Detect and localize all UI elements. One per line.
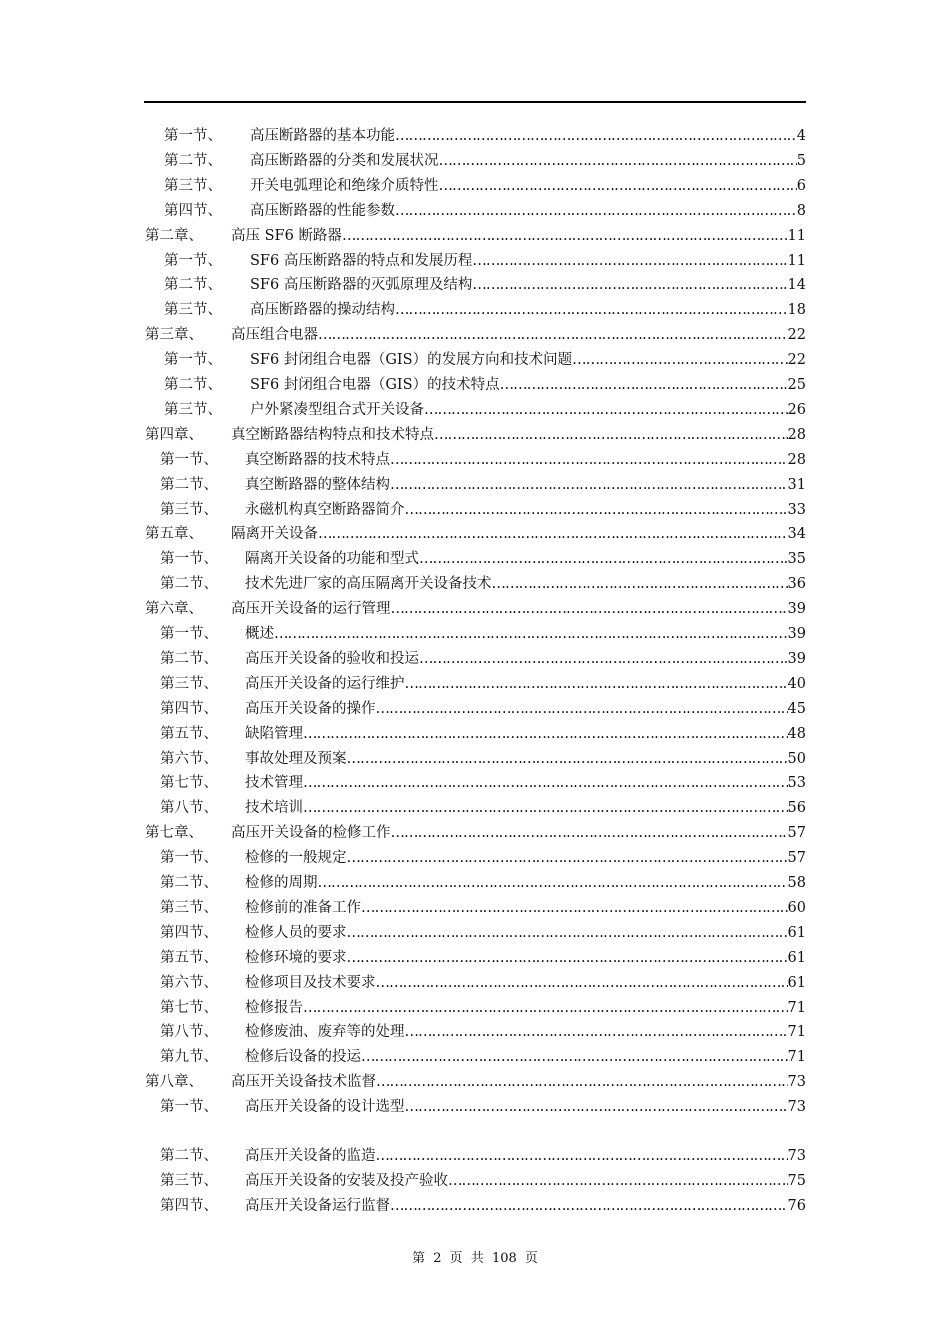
toc-page-number: 28 — [787, 451, 806, 468]
toc-number: 第八节、 — [160, 800, 218, 817]
toc-section-row[interactable] — [164, 273, 806, 298]
toc-number: 第六章、 — [145, 601, 203, 618]
toc-number: 第一节、 — [164, 252, 222, 269]
toc-chapter-row[interactable] — [145, 1070, 806, 1095]
toc-leader-dots — [448, 1169, 788, 1194]
toc-number: 第二节、 — [160, 650, 218, 667]
toc-page-number: 22 — [787, 327, 806, 344]
toc-section-row[interactable] — [164, 249, 806, 274]
toc-page-number: 14 — [787, 277, 806, 294]
toc-number: 第三节、 — [160, 1172, 218, 1189]
toc-page-number: 34 — [787, 526, 806, 543]
toc-section-row[interactable] — [160, 921, 806, 946]
toc-leader-dots — [472, 273, 787, 298]
toc-leader-dots — [376, 697, 788, 722]
toc-title: 检修后设备的投运 — [245, 1049, 361, 1066]
toc-leader-dots — [391, 597, 788, 622]
toc-number: 第八节、 — [160, 1024, 218, 1041]
toc-section-row[interactable] — [160, 473, 806, 498]
toc-title: 高压开关设备的操作 — [245, 700, 376, 717]
toc-title: 高压断路器的性能参数 — [250, 202, 395, 219]
toc-page-number: 35 — [787, 551, 806, 568]
toc-leader-dots — [318, 871, 788, 896]
toc-page-number: 71 — [787, 999, 806, 1016]
toc-number: 第三节、 — [164, 401, 222, 418]
toc-section-row[interactable] — [160, 697, 806, 722]
toc-leader-dots — [376, 1144, 788, 1169]
toc-title: 概述 — [245, 626, 274, 642]
toc-page-number: 8 — [796, 202, 806, 219]
toc-section-row[interactable] — [164, 398, 806, 423]
toc-number: 第四节、 — [164, 202, 222, 219]
toc-page-number: 28 — [787, 426, 806, 443]
toc-page-number: 60 — [787, 899, 806, 916]
toc-title: 开关电弧理论和绝缘介质特性 — [250, 177, 439, 194]
toc-number: 第一节、 — [160, 1099, 218, 1116]
toc-title: 事故处理及预案 — [245, 750, 347, 767]
toc-number: 第三章、 — [145, 327, 203, 344]
toc-page-number: 45 — [787, 700, 806, 717]
toc-leader-dots — [376, 1070, 788, 1095]
toc-title: 检修的一般规定 — [245, 850, 347, 867]
toc-chapter-row[interactable] — [145, 323, 806, 348]
header-rule — [144, 101, 806, 103]
toc-title: 高压开关设备技术监督 — [231, 1074, 376, 1091]
toc-section-row[interactable] — [160, 498, 806, 523]
toc-leader-dots — [472, 249, 787, 274]
toc-page-number: 61 — [787, 949, 806, 966]
toc-number: 第三节、 — [164, 302, 222, 319]
toc-page-number: 22 — [787, 352, 806, 369]
toc-page-number: 39 — [787, 626, 806, 642]
toc-section-row[interactable] — [160, 647, 806, 672]
toc-title: 检修项目及技术要求 — [245, 974, 376, 991]
toc-title: 高压开关设备的验收和投运 — [245, 650, 419, 667]
toc-title: 高压开关设备的监造 — [245, 1148, 376, 1164]
toc-page-number: 36 — [787, 576, 806, 593]
toc-section-row[interactable] — [160, 1169, 806, 1194]
toc-title: 户外紧凑型组合式开关设备 — [250, 401, 424, 418]
toc-page-number: 6 — [796, 177, 806, 194]
toc-leader-dots — [424, 398, 788, 423]
toc-page-number: 73 — [787, 1148, 806, 1164]
toc-section-row[interactable] — [164, 174, 806, 199]
page-footer — [0, 1247, 950, 1266]
toc-leader-dots — [439, 174, 797, 199]
toc-title: 技术先进厂家的高压隔离开关设备技术 — [245, 576, 492, 593]
toc-section-row[interactable] — [164, 124, 806, 149]
toc-number: 第五节、 — [160, 949, 218, 966]
toc-page-number: 31 — [787, 476, 806, 493]
toc-page-number: 40 — [787, 675, 806, 692]
toc-page-number: 61 — [787, 924, 806, 941]
toc-page-number: 5 — [796, 152, 806, 169]
toc-chapter-row[interactable] — [145, 597, 806, 622]
toc-section-row[interactable] — [160, 1144, 806, 1169]
toc-chapter-row[interactable] — [145, 522, 806, 547]
toc-leader-dots — [405, 1020, 788, 1045]
toc-title: 缺陷管理 — [245, 725, 303, 742]
toc-page-number: 57 — [787, 850, 806, 867]
toc-section-row[interactable] — [164, 348, 806, 373]
toc-number: 第三节、 — [160, 501, 218, 518]
toc-leader-dots — [439, 149, 797, 174]
footer-mid1: 页 — [449, 1251, 463, 1266]
toc-title: 真空断路器的技术特点 — [245, 451, 390, 468]
toc-page-number: 11 — [787, 227, 806, 244]
toc-number: 第三节、 — [160, 899, 218, 916]
toc-page-number: 56 — [787, 800, 806, 817]
toc-title: 高压开关设备的运行维护 — [245, 675, 405, 692]
toc-page-number: 71 — [787, 1049, 806, 1066]
toc-page-number: 73 — [787, 1099, 806, 1116]
toc-title: 检修人员的要求 — [245, 924, 347, 941]
toc-section-row[interactable] — [160, 1194, 806, 1219]
toc-section-row[interactable] — [164, 199, 806, 224]
toc-number: 第二节、 — [164, 277, 222, 294]
toc-leader-dots — [318, 323, 788, 348]
toc-title: 检修前的准备工作 — [245, 899, 361, 916]
toc-title: 高压断路器的基本功能 — [250, 128, 395, 144]
toc-number: 第二节、 — [164, 152, 222, 169]
toc-title: 高压断路器的操动结构 — [250, 302, 395, 319]
toc-page-number: 18 — [787, 302, 806, 319]
toc-page-number: 75 — [787, 1172, 806, 1189]
toc-leader-dots — [347, 747, 788, 772]
toc-number: 第六节、 — [160, 974, 218, 991]
toc-section-row[interactable] — [164, 373, 806, 398]
toc-page-number: 25 — [787, 377, 806, 393]
toc-title: SF6 高压断路器的特点和发展历程 — [250, 252, 473, 269]
toc-number: 第二节、 — [160, 875, 218, 891]
toc-title: SF6 封闭组合电器（GIS）的发展方向和技术问题 — [250, 352, 573, 369]
toc-leader-dots — [419, 547, 788, 572]
toc-leader-dots — [361, 1045, 788, 1070]
toc-leader-dots — [395, 298, 788, 323]
toc-title: 技术培训 — [245, 800, 303, 817]
toc-leader-dots — [361, 896, 788, 921]
toc-number: 第一节、 — [164, 128, 222, 144]
toc-title: 隔离开关设备 — [231, 526, 318, 543]
toc-number: 第四节、 — [160, 700, 218, 717]
toc-leader-dots — [395, 124, 797, 149]
toc-number: 第六节、 — [160, 750, 218, 767]
toc-chapter-row[interactable] — [145, 224, 806, 249]
toc-title: 高压 SF6 断路器 — [231, 227, 342, 244]
toc-number: 第八章、 — [145, 1074, 203, 1091]
footer-prefix: 第 — [412, 1251, 426, 1266]
toc-section-row[interactable] — [160, 1095, 806, 1120]
toc-leader-dots — [303, 771, 788, 796]
toc-section-row[interactable] — [160, 448, 806, 473]
toc-title: SF6 高压断路器的灭弧原理及结构 — [250, 277, 473, 294]
toc-leader-dots — [347, 846, 788, 871]
toc-title: 永磁机构真空断路器简介 — [245, 501, 405, 518]
toc-section-row[interactable] — [160, 871, 806, 896]
toc-section-row[interactable] — [160, 722, 806, 747]
toc-section-row[interactable] — [160, 971, 806, 996]
toc-title: 高压开关设备运行监督 — [245, 1197, 390, 1214]
footer-total-pages: 108 — [491, 1251, 517, 1266]
toc-title: 隔离开关设备的功能和型式 — [245, 551, 419, 568]
toc-number: 第二节、 — [160, 1148, 218, 1164]
toc-section-row[interactable] — [160, 547, 806, 572]
toc-section-row[interactable] — [164, 298, 806, 323]
toc-page-number: 11 — [787, 252, 806, 269]
toc-title: SF6 封闭组合电器（GIS）的技术特点 — [250, 377, 500, 393]
toc-number: 第一节、 — [160, 626, 218, 642]
toc-page-number: 4 — [796, 128, 806, 144]
toc-title: 真空断路器结构特点和技术特点 — [231, 426, 434, 443]
toc-leader-dots — [347, 921, 788, 946]
toc-title: 高压开关设备的运行管理 — [231, 601, 391, 618]
toc-number: 第二节、 — [160, 576, 218, 593]
toc-number: 第一节、 — [160, 551, 218, 568]
toc-leader-dots — [347, 946, 788, 971]
toc-leader-dots — [303, 722, 788, 747]
toc-number: 第四节、 — [160, 924, 218, 941]
toc-page-number: 48 — [787, 725, 806, 742]
toc-section-row[interactable] — [160, 896, 806, 921]
toc-section-row[interactable] — [160, 1020, 806, 1045]
toc-title: 检修的周期 — [245, 875, 318, 891]
toc-title: 技术管理 — [245, 775, 303, 792]
footer-current-page: 2 — [433, 1251, 442, 1266]
toc-chapter-row[interactable] — [145, 821, 806, 846]
toc-page-number: 61 — [787, 974, 806, 991]
toc-page-number: 39 — [787, 650, 806, 667]
toc-leader-dots — [395, 199, 797, 224]
toc-leader-dots — [303, 796, 788, 821]
toc-leader-dots — [572, 348, 787, 373]
toc-number: 第七章、 — [145, 825, 203, 842]
toc-number: 第二章、 — [145, 227, 203, 244]
toc-leader-dots — [274, 622, 788, 647]
toc-number: 第三节、 — [160, 675, 218, 692]
toc-page-number: 53 — [787, 775, 806, 792]
toc-number: 第五节、 — [160, 725, 218, 742]
toc-leader-dots — [390, 448, 788, 473]
toc-number: 第七节、 — [160, 999, 218, 1016]
toc-page-number: 26 — [787, 401, 806, 418]
toc-leader-dots — [390, 473, 788, 498]
toc-chapter-row[interactable] — [145, 423, 806, 448]
toc-number: 第七节、 — [160, 775, 218, 792]
toc-number: 第三节、 — [164, 177, 222, 194]
toc-leader-dots — [405, 672, 788, 697]
toc-number: 第一节、 — [164, 352, 222, 369]
toc-title: 高压开关设备的检修工作 — [231, 825, 391, 842]
toc-section-row[interactable] — [160, 672, 806, 697]
toc-leader-dots — [318, 522, 788, 547]
toc-title: 高压开关设备的设计选型 — [245, 1099, 405, 1116]
toc-title: 高压组合电器 — [231, 327, 318, 344]
toc-title: 高压开关设备的安装及投产验收 — [245, 1172, 448, 1189]
toc-leader-dots — [419, 647, 788, 672]
toc-title: 高压断路器的分类和发展状况 — [250, 152, 439, 169]
toc-section-row[interactable] — [160, 846, 806, 871]
toc-page-number: 73 — [787, 1074, 806, 1091]
toc-page-number: 33 — [787, 501, 806, 518]
toc-page-number: 58 — [787, 875, 806, 891]
toc-leader-dots — [342, 224, 788, 249]
toc-leader-dots — [391, 821, 788, 846]
toc-number: 第一节、 — [160, 451, 218, 468]
toc-section-row[interactable] — [164, 149, 806, 174]
toc-title: 检修环境的要求 — [245, 949, 347, 966]
toc-leader-dots — [434, 423, 788, 448]
toc-leader-dots — [376, 971, 788, 996]
toc-section-row[interactable] — [160, 771, 806, 796]
toc-leader-dots — [500, 373, 788, 398]
toc-page-number: 50 — [787, 750, 806, 767]
toc-section-row[interactable] — [160, 996, 806, 1021]
toc-title: 真空断路器的整体结构 — [245, 476, 390, 493]
toc-section-row[interactable] — [160, 946, 806, 971]
toc-number: 第四节、 — [160, 1197, 218, 1214]
toc-section-row[interactable] — [160, 796, 806, 821]
toc-section-row[interactable] — [160, 1045, 806, 1070]
toc-leader-dots — [405, 1095, 788, 1120]
toc-section-row[interactable] — [160, 747, 806, 772]
toc-number: 第四章、 — [145, 426, 203, 443]
toc-leader-dots — [405, 498, 788, 523]
toc-number: 第二节、 — [164, 377, 222, 393]
toc-section-row[interactable] — [160, 622, 806, 647]
toc-number: 第九节、 — [160, 1049, 218, 1066]
footer-suffix: 页 — [524, 1251, 538, 1266]
toc-section-row[interactable] — [160, 572, 806, 597]
toc-page-number: 71 — [787, 1024, 806, 1041]
toc-number: 第一节、 — [160, 850, 218, 867]
toc-title: 检修报告 — [245, 999, 303, 1016]
toc-leader-dots — [492, 572, 788, 597]
toc-title: 检修废油、废弃等的处理 — [245, 1024, 405, 1041]
toc-number: 第五章、 — [145, 526, 203, 543]
toc-leader-dots — [303, 996, 788, 1021]
toc-number: 第二节、 — [160, 476, 218, 493]
toc-page-number: 57 — [787, 825, 806, 842]
footer-mid2: 共 — [470, 1251, 484, 1266]
toc-page-number: 76 — [787, 1197, 806, 1214]
toc-leader-dots — [390, 1194, 788, 1219]
toc-page-number: 39 — [787, 601, 806, 618]
